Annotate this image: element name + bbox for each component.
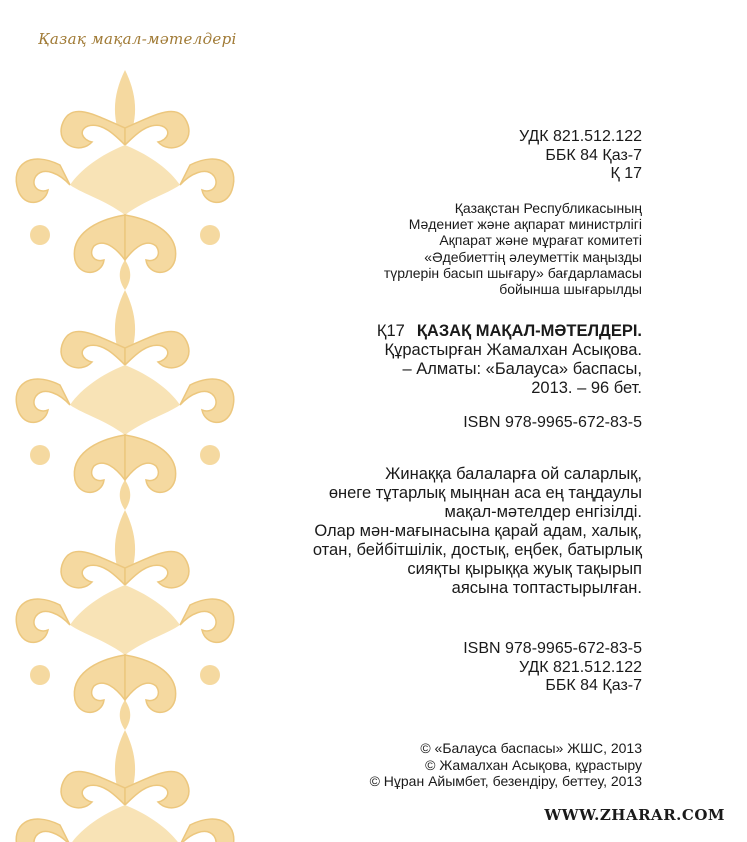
annotation-line: Жинаққа балаларға ой саларлық, [385,465,642,483]
site-watermark: WWW.ZHARAR.COM [544,806,725,824]
copyright-line: © «Балауса баспасы» ЖШС, 2013 [420,740,642,756]
author-mark-line: Қ 17 [610,165,642,182]
running-header: Қазақ мақал-мәтелдері [38,30,237,48]
isbn-line: ISBN 978-9965-672-83-5 [463,414,642,431]
ministry-block [384,200,642,297]
annotation [313,465,642,598]
bbk-line: ББК 84 Қаз-7 [545,146,642,164]
udk-line: УДК 821.512.122 [518,658,642,676]
book-title: ҚАЗАҚ МАҚАЛ-МӘТЕЛДЕРІ. [416,322,642,340]
catalog-code: Қ17 [376,322,405,340]
bbk-line: ББК 84 Қаз-7 [545,677,642,694]
ornament-band [0,70,250,842]
ministry-line: бойынша шығарылды [499,281,642,298]
ministry-line: Ақпарат және мұрағат комитеті [439,232,642,249]
udk-block [519,128,642,184]
biblio-line: – Алматы: «Балауса» баспасы, [402,360,642,378]
ministry-line: түрлерін басып шығару» бағдарламасы [383,264,642,281]
copyright-line: © Нұран Айымбет, безендіру, беттеу, 2013 [369,773,642,789]
ministry-line: Мәдениет және ақпарат министрлігі [408,216,642,233]
isbn-top [463,414,642,433]
biblio-line: 2013. – 96 бет. [531,379,642,397]
annotation-line: аясына топтастырылған. [451,579,642,597]
udk-line: УДК 821.512.122 [518,128,642,145]
bibliographic-record [377,322,642,398]
ministry-line: Қазақстан Республикасының [454,200,642,216]
annotation-line: отан, бейбітшілік, достық, еңбек, батырлық [312,541,642,559]
codes-block [463,640,642,696]
copyright-block [370,740,642,790]
annotation-line: өнеге тұтарлық мыңнан аса ең таңдаулы [328,484,642,502]
annotation-line: мақал-мәтелдер енгізілді. [444,503,642,521]
ministry-line: «Әдебиеттің әлеуметтік маңызды [424,248,642,265]
annotation-line: сияқты қырыққа жуық тақырып [407,560,642,578]
annotation-line: Олар мән-мағынасына қарай адам, халық, [314,522,642,540]
biblio-line: Құрастырған Жамалхан Асықова. [384,341,642,359]
isbn-line: ISBN 978-9965-672-83-5 [463,640,642,657]
copyright-line: © Жамалхан Асықова, құрастыру [425,756,642,773]
